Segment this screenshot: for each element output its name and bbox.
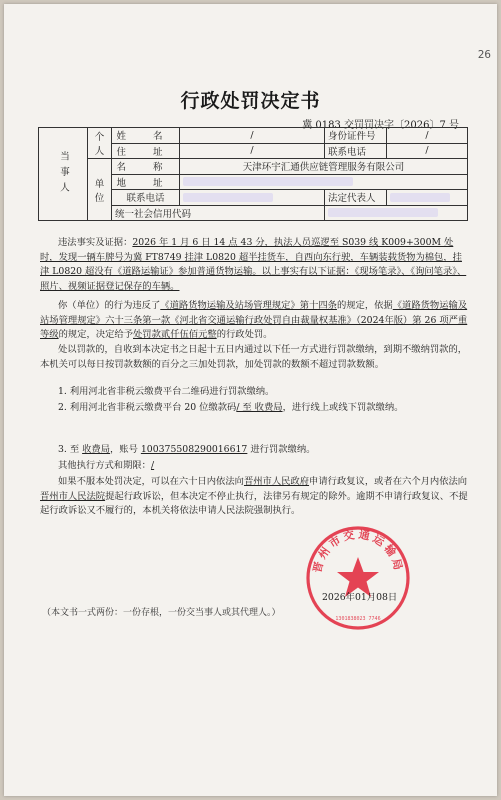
footer-note: （本文书一式两份：一份存根，一份交当事人或其代理人。） <box>42 608 281 618</box>
individual-id-value: / <box>387 128 468 144</box>
bank-account: 100375508290016617 <box>140 444 248 455</box>
decision-date: 2026年01月08日 <box>322 592 398 603</box>
individual-name-label: 姓 名 <box>112 128 180 144</box>
unit-phone-value <box>180 190 325 206</box>
unit-name-value: 天津环宇汇通供应链管理服务有限公司 <box>180 159 468 175</box>
corner-page-mark: 26 <box>477 48 491 61</box>
unit-address-label: 地 址 <box>112 174 180 190</box>
payment-place: 收费局 <box>82 444 110 455</box>
facts-paragraph <box>40 236 468 295</box>
unit-address-value <box>180 174 468 190</box>
individual-id-label: 身份证件号 <box>325 128 387 144</box>
individual-name-value: / <box>180 128 325 144</box>
penalty-amount: 处罚款贰仟伍佰元整 <box>133 329 217 341</box>
individual-address-label: 住 址 <box>112 143 180 159</box>
facts-intro: 违法事实及证据： <box>58 237 133 248</box>
document-number: 冀 0183 交罚罚决字〔2026〕7 号 <box>302 120 459 131</box>
appeal-court: 晋州市人民法院 <box>40 490 106 502</box>
individual-phone-value: / <box>387 143 468 159</box>
party-label: 当事人 <box>39 128 88 221</box>
payment-option-2 <box>40 401 468 416</box>
payment-instruction: 处以罚款的，自收到本决定书之日起十五日内通过以下任一方式进行罚款缴纳，到期不缴纳罚款的，本机关可以每日按罚款数额的百分之三加处罚款，加处罚款的数额不超过罚款数额。 <box>40 344 468 370</box>
seal-code: 1301838023 7746 <box>335 616 381 622</box>
document-page <box>4 4 497 796</box>
payment-option-2-text: ，进行线上或线下罚款缴纳。 <box>282 402 404 413</box>
other-execution-label: 其他执行方式和期限： <box>58 460 151 471</box>
appeal-government: 晋州市人民政府 <box>243 476 310 487</box>
redaction-blur <box>328 208 438 217</box>
redaction-blur <box>390 193 450 202</box>
redaction-blur <box>183 193 273 202</box>
appeal-text: 申请行政复议，或者在六个月内依法向 <box>309 476 468 487</box>
document-title: 行政处罚决定书 <box>180 90 321 112</box>
other-execution-value: / <box>150 460 155 471</box>
appeal-text: 提起行政诉讼，但本决定不停止执行，法律另有规定的除外。逾期不申请行政复议、不提起行政诉讼又不履行的，本机关将依法申请人民法院强制执行。 <box>40 490 468 517</box>
payment-option-3-text: 进行罚款缴纳。 <box>250 444 316 455</box>
payment-option-3-text: 3. 至 <box>58 444 80 455</box>
facts-text: 2026 年 1 月 6 日 14 点 43 分，执法人员巡逻至 S039 线 K009+300M 处时，发现一辆车牌号为冀 FT8749 挂津 L0820 超半挂货车，自西向东行驶，车辆装载货物为棉包，挂津 L0820 超没有《道路运输证》参加普通货物运输。以上事实有以下证据：《现场笔录》、《询问笔录》、照片、视频证据登记保存的车辆。 <box>40 237 467 293</box>
seal-text-path: 晋州市交通运输局 <box>310 527 406 575</box>
official-seal <box>304 524 412 632</box>
appeal-text: 如果不服本处罚决定，可以在六十日内依法向 <box>58 476 244 487</box>
individual-section-label: 个人 <box>88 128 112 159</box>
unit-name-label: 名 称 <box>112 159 180 175</box>
unit-credit-code-label: 统一社会信用代码 <box>112 205 325 221</box>
payment-option-2-text: 2. 利用河北省非税云缴费平台 20 位缴款码 <box>58 402 237 413</box>
other-execution <box>40 459 468 474</box>
unit-phone-label: 联系电话 <box>112 190 180 206</box>
violation-text: 的行政处罚。 <box>216 329 273 341</box>
violation-law-2: 《道路货物运输及站场管理规定》六十三条第一款《河北省交通运输行政处罚自由裁量权基准》（2024年版）第 26 项严重等级 <box>40 300 468 341</box>
violation-law-1: 《道路货物运输及站场管理规定》第十四条 <box>160 300 337 311</box>
violation-paragraph <box>40 299 468 343</box>
party-info-table <box>38 127 468 221</box>
payment-option-1: 1. 利用河北省非税云缴费平台二维码进行罚款缴纳。 <box>58 386 275 397</box>
unit-section-label: 单位 <box>88 159 112 221</box>
individual-address-value: / <box>180 143 325 159</box>
redaction-blur <box>183 177 353 186</box>
payment-option-3 <box>40 443 468 458</box>
unit-legal-rep-value <box>387 190 468 206</box>
payment-code: / 至 收费局 <box>236 402 283 413</box>
violation-text: 你（单位）的行为违反了 <box>58 300 161 311</box>
violation-text: 的规定，依据 <box>336 300 393 311</box>
payment-option-3-text: ，账号 <box>110 444 138 455</box>
appeal-paragraph <box>40 475 468 519</box>
violation-text: 的规定，决定给予 <box>58 329 133 341</box>
individual-phone-label: 联系电话 <box>325 143 387 159</box>
unit-credit-code-value <box>325 205 468 221</box>
unit-legal-rep-label: 法定代表人 <box>325 190 387 206</box>
